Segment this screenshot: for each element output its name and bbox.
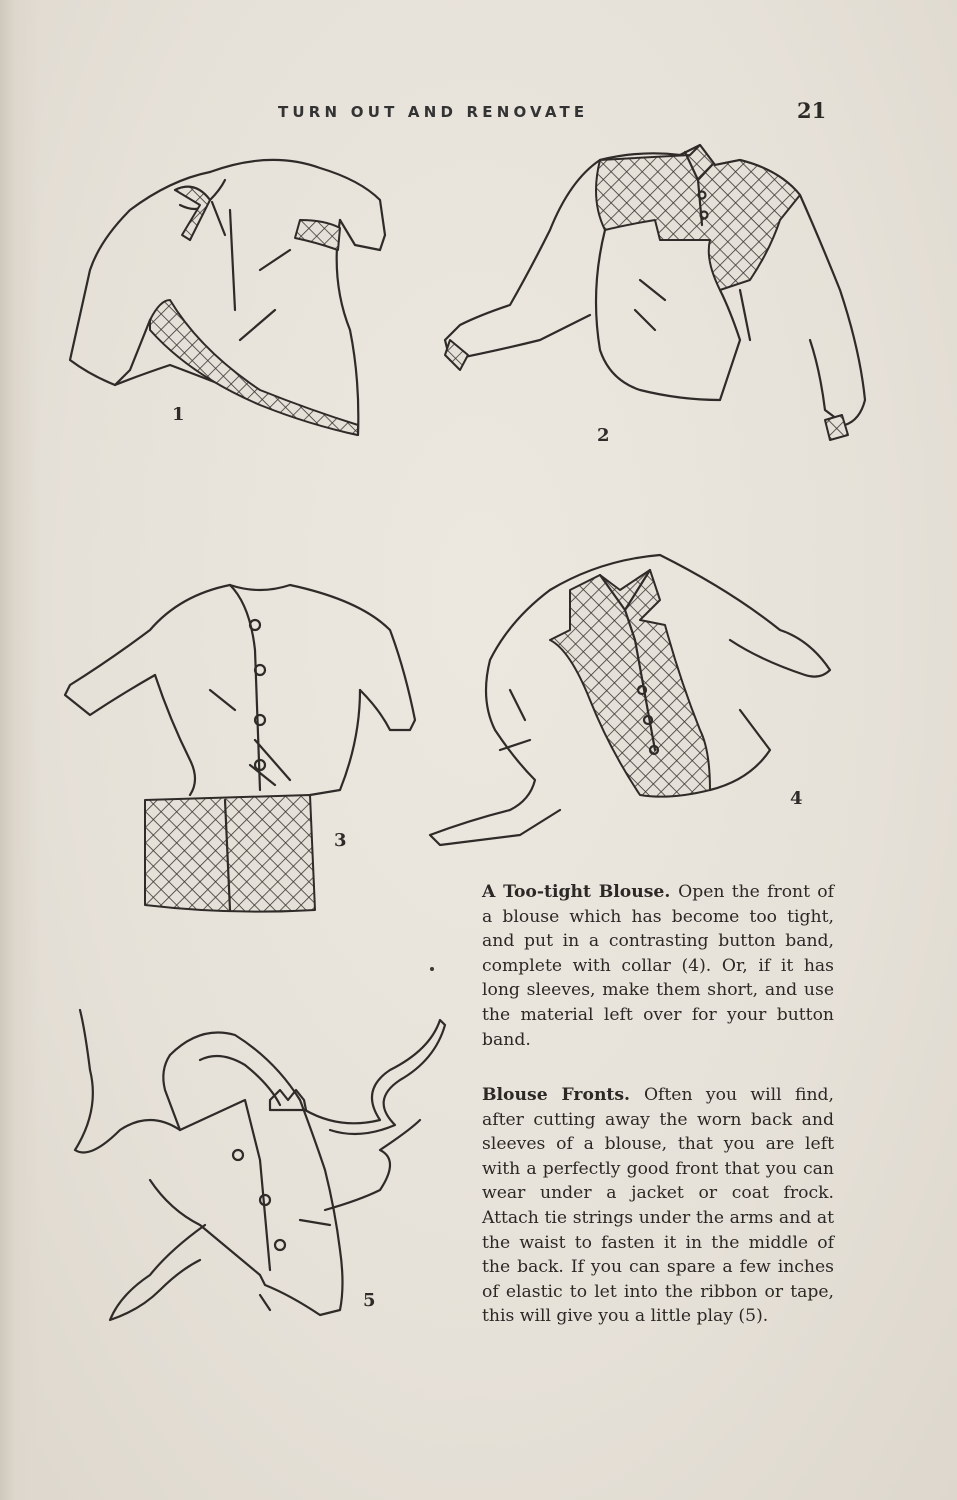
page-gutter-shadow xyxy=(0,0,40,1500)
figure-label-5: 5 xyxy=(363,1290,376,1311)
page-number: 21 xyxy=(797,98,827,123)
section-heading: Blouse Fronts. xyxy=(482,1085,644,1105)
figure-label-1: 1 xyxy=(172,404,185,425)
section-body: Often you will find, after cutting away the worn back and sleeves of a blouse, that you are left with a perfectly good front that you can wear under a jacket or coat frock. Attach tie strings under the arms and at the waist to fasten it in the middle of the back. If you can spare a few inches of elastic to let into the ribbon or tape, this will give you a little play (5). xyxy=(482,1085,834,1327)
button-band-collar-blouse-illustration xyxy=(420,550,850,850)
section-too-tight-blouse xyxy=(482,880,834,1052)
long-sleeve-yoke-blouse-illustration xyxy=(440,140,880,450)
section-heading: A Too-tight Blouse. xyxy=(482,882,679,902)
blouse-front-with-ties-illustration xyxy=(60,1010,460,1340)
ink-speck xyxy=(430,967,434,971)
running-head: TURN OUT AND RENOVATE xyxy=(278,103,589,121)
section-body: Open the front of a blouse which has become too tight, and put in a contrasting button band, complete with collar (4). Or, if it has long sleeves, make them short, and use the material left over for your button band. xyxy=(482,882,834,1050)
button-front-blouse-illustration xyxy=(60,570,440,920)
figure-label-2: 2 xyxy=(597,425,610,446)
short-sleeve-blouse-illustration xyxy=(60,150,390,450)
figure-label-3: 3 xyxy=(334,830,347,851)
figure-label-4: 4 xyxy=(790,788,803,809)
section-blouse-fronts xyxy=(482,1083,834,1329)
